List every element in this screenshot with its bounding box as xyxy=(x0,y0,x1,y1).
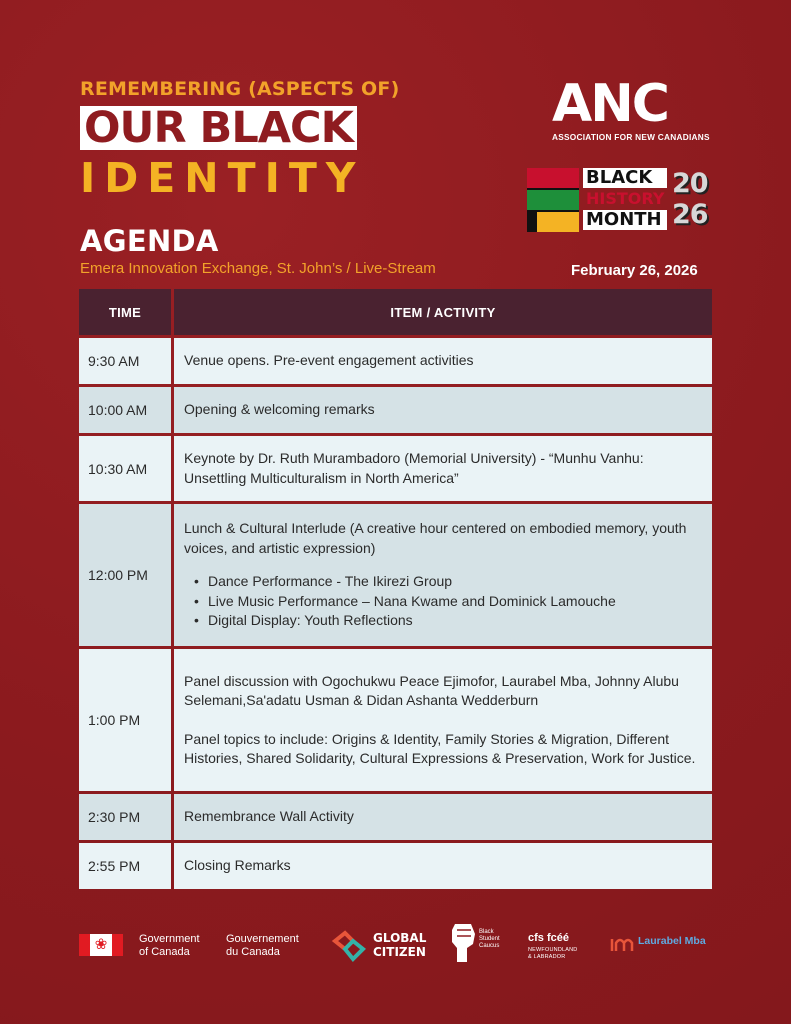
gov-en-line1: Government xyxy=(139,933,200,945)
bhm-year-bottom: 26 xyxy=(672,199,708,230)
row-activity-text: Keynote by Dr. Ruth Murambadoro (Memorial University) - “Munhu Vanhu: Unsettling Multiculturalism in North America” xyxy=(184,450,644,486)
table-row xyxy=(79,504,712,646)
cfs-bot-line2: & LABRADOR xyxy=(528,953,566,960)
row-activity-text: Venue opens. Pre-event engagement activities xyxy=(184,352,474,369)
gov-fr-line2: du Canada xyxy=(226,946,280,958)
row-activity-text: Closing Remarks xyxy=(184,857,291,874)
bhm-line-history: HISTORY xyxy=(586,189,665,208)
table-row xyxy=(79,436,712,501)
list-item: • Dance Performance - The Ikirezi Group xyxy=(184,572,702,592)
row-activity xyxy=(174,387,712,433)
title-pretitle: REMEMBERING (ASPECTS OF) xyxy=(80,78,400,100)
gov-en-line2: of Canada xyxy=(139,946,190,958)
sponsor-logos xyxy=(79,918,713,970)
table-row xyxy=(79,794,712,840)
row-time: 1:00 PM xyxy=(79,649,171,791)
gov-fr-line1: Gouvernement xyxy=(226,933,299,945)
event-date: February 26, 2026 xyxy=(571,262,698,279)
bhm-year-top: 20 xyxy=(672,168,708,199)
bhm-flag-icon xyxy=(527,168,579,232)
laurabel-mba-icon xyxy=(610,935,636,955)
title-identity: IDENTITY xyxy=(80,154,365,202)
agenda-header-row xyxy=(79,289,712,335)
row-time: 10:30 AM xyxy=(79,436,171,501)
event-title xyxy=(80,78,399,202)
canada-flag-icon: ❀ xyxy=(79,934,123,956)
agenda-table xyxy=(79,289,712,892)
performance-list xyxy=(184,572,702,631)
row-activity-text: Opening & welcoming remarks xyxy=(184,401,375,418)
row-activity xyxy=(174,649,712,791)
list-item: • Live Music Performance – Nana Kwame and Dominick Lamouche xyxy=(184,592,702,612)
bhm-line-black: BLACK xyxy=(583,168,667,188)
bsc-line1: Black xyxy=(479,929,494,935)
venue-text: Emera Innovation Exchange, St. John’s / Live-Stream xyxy=(80,260,436,277)
row-activity-text: Panel discussion with Ogochukwu Peace Ejimofor, Laurabel Mba, Johnny Alubu Selemani,Sa'adatu Usman & Didan Ashanta Wedderburn xyxy=(184,672,679,708)
global-citizen-text xyxy=(373,931,426,959)
anc-logo xyxy=(552,74,712,142)
header-time: TIME xyxy=(79,289,171,335)
row-activity-text: Lunch & Cultural Interlude (A creative hour centered on embodied memory, youth voices, and artistic expression) xyxy=(184,520,687,556)
header-item-activity: ITEM / ACTIVITY xyxy=(174,289,712,335)
table-row xyxy=(79,649,712,791)
list-item: • Digital Display: Youth Reflections xyxy=(184,611,702,631)
gov-canada-en xyxy=(139,933,200,959)
bsc-text xyxy=(479,929,500,950)
row-activity xyxy=(174,504,712,646)
table-row xyxy=(79,843,712,889)
table-row xyxy=(79,387,712,433)
bsc-line3: Caucus xyxy=(479,943,500,949)
row-time: 10:00 AM xyxy=(79,387,171,433)
row-activity xyxy=(174,338,712,384)
row-time: 2:55 PM xyxy=(79,843,171,889)
row-time: 2:30 PM xyxy=(79,794,171,840)
agenda-heading: AGENDA xyxy=(80,224,219,258)
row-activity xyxy=(174,843,712,889)
row-time: 9:30 AM xyxy=(79,338,171,384)
row-activity-text: Remembrance Wall Activity xyxy=(184,808,354,825)
row-time: 12:00 PM xyxy=(79,504,171,646)
row-activity xyxy=(174,436,712,501)
anc-logo-subtitle: ASSOCIATION FOR NEW CANADIANS xyxy=(552,132,710,142)
black-history-month-logo xyxy=(527,168,713,232)
global-citizen-icon xyxy=(329,929,369,965)
gc-line2: CITIZEN xyxy=(373,945,426,959)
anc-logo-letters: ANC xyxy=(552,74,668,134)
laurabel-mba-text: Laurabel Mba xyxy=(638,935,706,947)
gc-line1: GLOBAL xyxy=(373,931,427,945)
cfs-bot-line1: NEWFOUNDLAND xyxy=(528,947,578,953)
bhm-line-month: MONTH xyxy=(583,210,667,230)
row-activity-text: Panel topics to include: Origins & Identity, Family Stories & Migration, Different Histories, Shared Solidarity, Cultural Expressions & Preservation, Work for Justice. xyxy=(184,730,696,766)
cfs-logo xyxy=(528,932,577,960)
table-row xyxy=(79,338,712,384)
bsc-line2: Student xyxy=(479,936,500,942)
cfs-bottom xyxy=(528,947,577,960)
title-main: OUR BLACK xyxy=(80,106,357,150)
cfs-top: cfs fcéé xyxy=(528,932,569,944)
bhm-year xyxy=(672,168,712,230)
gov-canada-fr xyxy=(226,933,299,959)
raised-fist-icon xyxy=(449,920,477,964)
row-activity xyxy=(174,794,712,840)
